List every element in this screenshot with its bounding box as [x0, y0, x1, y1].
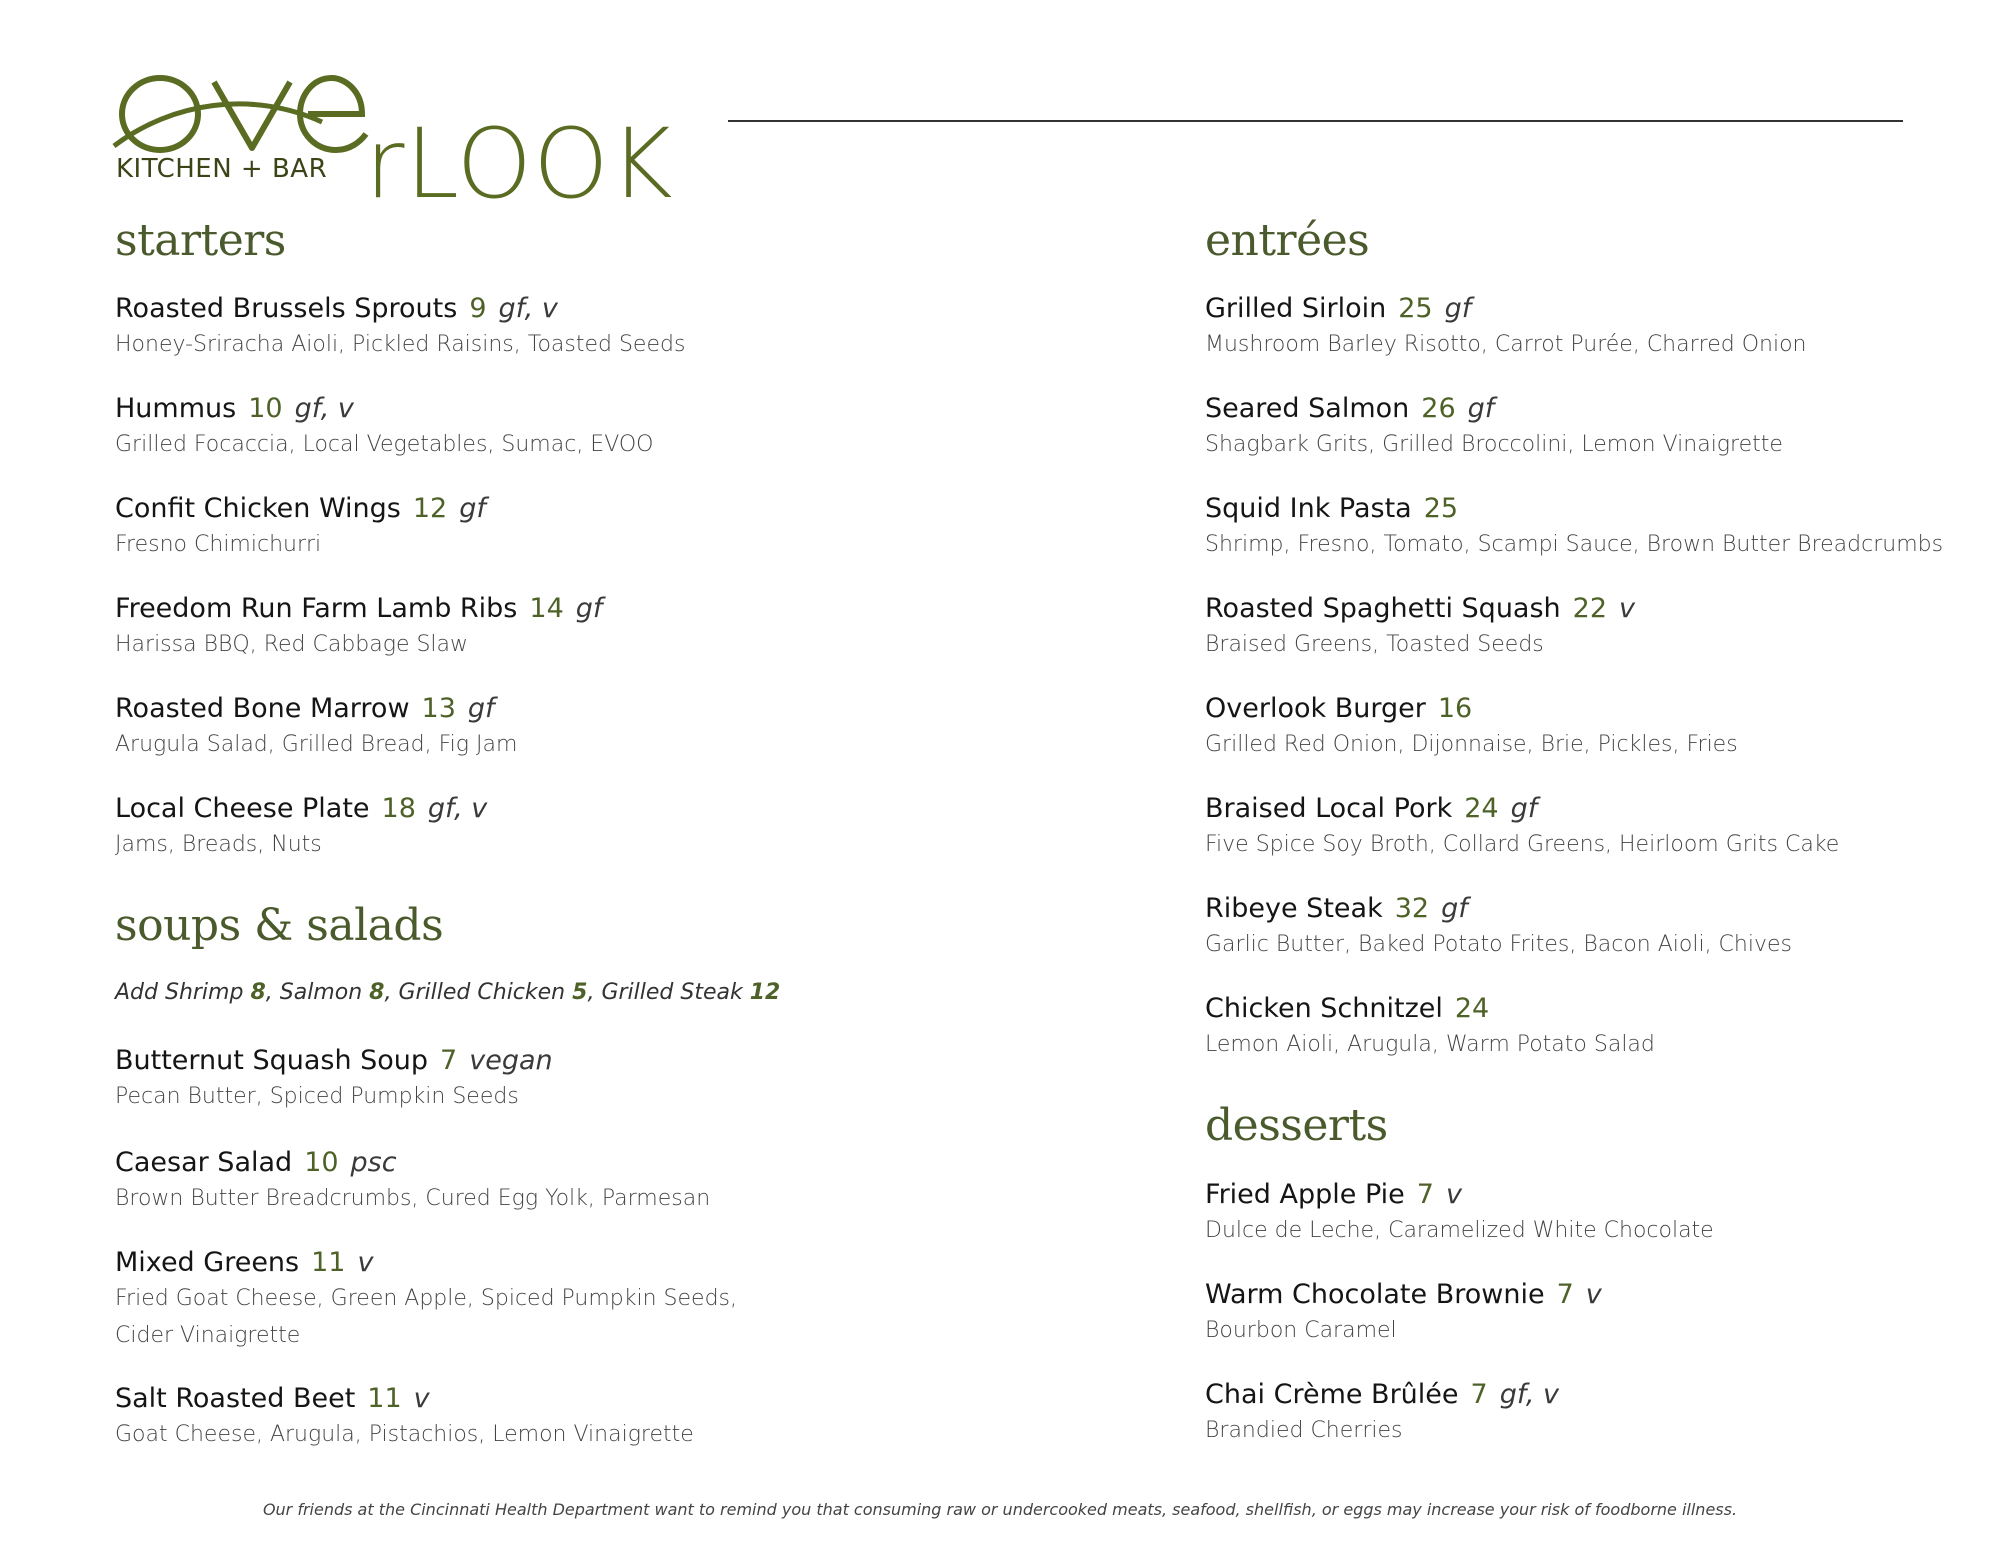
item-name: Roasted Spaghetti Squash	[1205, 593, 1561, 624]
logo-wordmark: rLOOK	[365, 108, 674, 220]
item-description: Grilled Red Onion, Dijonnaise, Brie, Pickles, Fries	[1205, 732, 1738, 757]
item-tags: gf, v	[498, 293, 558, 324]
item-name: Chai Crème Brûlée	[1205, 1379, 1459, 1410]
section-title-entrees: entrées	[1205, 215, 1370, 266]
menu-item	[1205, 492, 1943, 563]
item-tags: gf	[1441, 893, 1468, 924]
item-tags: psc	[350, 1147, 397, 1178]
item-description: Dulce de Leche, Caramelized White Chocolate	[1205, 1218, 1714, 1243]
item-price: 12	[412, 493, 448, 524]
item-name: Local Cheese Plate	[115, 793, 370, 824]
item-price: 7	[1416, 1179, 1434, 1210]
item-description: Shagbark Grits, Grilled Broccolini, Lemon Vinaigrette	[1205, 432, 1783, 457]
item-name: Braised Local Pork	[1205, 793, 1453, 824]
item-tags: gf, v	[294, 393, 354, 424]
item-name: Salt Roasted Beet	[115, 1383, 356, 1414]
item-description: Honey-Sriracha Aioli, Pickled Raisins, Toasted Seeds	[115, 332, 686, 357]
menu-item	[115, 692, 517, 763]
item-description: Pecan Butter, Spiced Pumpkin Seeds	[115, 1084, 519, 1109]
menu-item	[115, 1382, 694, 1453]
menu-item	[1205, 1178, 1714, 1249]
addon-price: 8	[250, 980, 266, 1005]
item-price: 11	[367, 1383, 402, 1414]
item-description: Braised Greens, Toasted Seeds	[1205, 632, 1544, 657]
header-divider	[728, 120, 1903, 122]
item-price: 16	[1437, 693, 1473, 724]
item-price: 22	[1572, 593, 1608, 624]
item-tags: gf	[1444, 293, 1472, 324]
menu-item	[115, 592, 602, 663]
item-tags: gf	[1510, 793, 1538, 824]
item-name: Chicken Schnitzel	[1205, 993, 1443, 1024]
item-price: 11	[311, 1247, 346, 1278]
menu-item	[115, 1044, 553, 1115]
item-description: Lemon Aioli, Arugula, Warm Potato Salad	[1205, 1032, 1655, 1057]
item-description: Arugula Salad, Grilled Bread, Fig Jam	[115, 732, 518, 757]
item-price: 7	[1470, 1379, 1488, 1410]
menu-item	[1205, 792, 1839, 863]
item-description: Mushroom Barley Risotto, Carrot Purée, Charred Onion	[1205, 332, 1807, 357]
item-name: Warm Chocolate Brownie	[1205, 1279, 1545, 1310]
item-tags: gf	[575, 593, 603, 624]
item-description: Brandied Cherries	[1205, 1418, 1403, 1443]
item-tags: v	[413, 1383, 430, 1414]
menu-item	[115, 1146, 710, 1217]
item-description: Garlic Butter, Baked Potato Frites, Bacon Aioli, Chives	[1205, 932, 1792, 957]
restaurant-logo	[112, 62, 674, 220]
addon-label: Add Shrimp	[115, 980, 244, 1005]
addon-label: Grilled Steak	[601, 980, 743, 1005]
addon-label: Grilled Chicken	[398, 980, 566, 1005]
menu-item	[1205, 992, 1655, 1063]
item-price: 14	[529, 593, 564, 624]
item-tags: gf, v	[1499, 1379, 1560, 1410]
item-name: Caesar Salad	[115, 1147, 293, 1178]
menu-item	[1205, 392, 1783, 463]
item-name: Freedom Run Farm Lamb Ribs	[115, 593, 518, 624]
menu-item	[115, 292, 685, 363]
item-name: Squid Ink Pasta	[1205, 493, 1412, 524]
item-tags: v	[357, 1247, 374, 1278]
item-price: 32	[1394, 893, 1430, 924]
item-description: Five Spice Soy Broth, Collard Greens, Heirloom Grits Cake	[1205, 832, 1840, 857]
item-price: 26	[1421, 393, 1456, 424]
item-description: Jams, Breads, Nuts	[115, 832, 322, 857]
item-price: 7	[440, 1045, 458, 1076]
addon-price: 5	[572, 980, 588, 1005]
item-name: Grilled Sirloin	[1205, 293, 1387, 324]
item-tags: v	[1619, 593, 1635, 624]
item-name: Confit Chicken Wings	[115, 493, 401, 524]
item-description: Fried Goat Cheese, Green Apple, Spiced Pumpkin Seeds,	[115, 1286, 737, 1311]
section-title-starters: starters	[115, 215, 286, 266]
item-price: 13	[421, 693, 456, 724]
item-price: 9	[469, 293, 487, 324]
item-tags: v	[1585, 1279, 1602, 1310]
item-price: 25	[1398, 293, 1433, 324]
menu-item	[115, 1246, 737, 1354]
item-name: Seared Salmon	[1205, 393, 1410, 424]
logo-tagline: KITCHEN + BAR	[116, 154, 328, 184]
item-description: Grilled Focaccia, Local Vegetables, Sumac, EVOO	[115, 432, 654, 457]
item-name: Roasted Brussels Sprouts	[115, 293, 458, 324]
item-price: 24	[1464, 793, 1499, 824]
item-tags: gf, v	[427, 793, 488, 824]
section-title-soups-salads: soups & salads	[115, 900, 444, 951]
item-name: Ribeye Steak	[1205, 893, 1383, 924]
menu-item	[1205, 292, 1806, 363]
menu-item	[1205, 1278, 1602, 1349]
item-name: Butternut Squash Soup	[115, 1045, 429, 1076]
item-tags: v	[1445, 1179, 1462, 1210]
item-tags: vegan	[469, 1045, 553, 1076]
item-name: Hummus	[115, 393, 237, 424]
item-price: 10	[248, 393, 283, 424]
item-description: Goat Cheese, Arugula, Pistachios, Lemon Vinaigrette	[115, 1422, 694, 1447]
item-tags: gf	[1467, 393, 1495, 424]
item-description: Fresno Chimichurri	[115, 532, 322, 557]
item-price: 7	[1556, 1279, 1574, 1310]
item-description: Brown Butter Breadcrumbs, Cured Egg Yolk, Parmesan	[115, 1186, 711, 1211]
menu-item	[1205, 1378, 1559, 1449]
item-description: Harissa BBQ, Red Cabbage Slaw	[115, 632, 469, 657]
item-name: Overlook Burger	[1205, 693, 1426, 724]
item-price: 10	[304, 1147, 339, 1178]
item-description: Bourbon Caramel	[1205, 1318, 1397, 1343]
item-description: Shrimp, Fresno, Tomato, Scampi Sauce, Brown Butter Breadcrumbs	[1205, 532, 1944, 557]
menu-item	[115, 392, 654, 463]
addon-price: 12	[749, 980, 781, 1005]
salad-addons: Add Shrimp 8, Salmon 8, Grilled Chicken 5, Grilled Steak 12	[115, 980, 781, 1005]
item-price: 18	[381, 793, 416, 824]
item-price: 25	[1423, 493, 1459, 524]
menu-item	[1205, 892, 1792, 963]
menu-item	[1205, 692, 1738, 763]
section-title-desserts: desserts	[1205, 1100, 1388, 1151]
item-description-line2: Cider Vinaigrette	[115, 1323, 301, 1348]
item-name: Roasted Bone Marrow	[115, 693, 410, 724]
item-price: 24	[1454, 993, 1490, 1024]
item-tags: gf	[459, 493, 486, 524]
addon-label: Salmon	[279, 980, 363, 1005]
item-tags: gf	[467, 693, 495, 724]
menu-item	[115, 792, 487, 863]
menu-item	[1205, 592, 1635, 663]
health-notice: Our friends at the Cincinnati Health Department want to remind you that consuming raw or undercooked meats, seafood, shellfish, or eggs may increase your risk of foodborne illness.	[262, 1500, 1738, 1519]
item-name: Mixed Greens	[115, 1247, 300, 1278]
item-name: Fried Apple Pie	[1205, 1179, 1405, 1210]
addon-price: 8	[369, 980, 385, 1005]
menu-item	[115, 492, 486, 563]
